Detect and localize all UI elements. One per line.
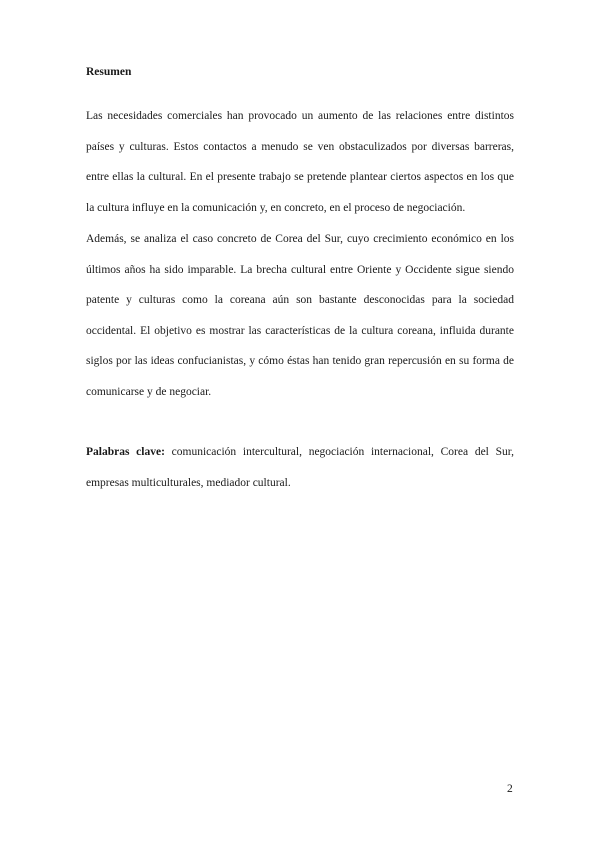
abstract-paragraph-2: Además, se analiza el caso concreto de Corea del Sur, cuyo crecimiento económico en los últimos años ha sido imparable. La brecha cultural entre Oriente y Occidente sigue siendo patente y culturas como la coreana aún son bastante desconocidas para la sociedad occidental. El objetivo es mostrar las características de la cultura coreana, influida durante siglos por las ideas confucianistas, y cómo éstas han tenido gran repercusión en su forma de comunicarse y de negociar. [86,233,514,398]
section-heading: Resumen [86,66,132,78]
keywords-text: comunicación intercultural, negociación internacional, Corea del Sur, empresas multiculturales, mediador cultural. [86,446,514,489]
abstract-paragraph-1: Las necesidades comerciales han provocado un aumento de las relaciones entre distintos países y culturas. Estos contactos a menudo se ven obstaculizados por diversas barreras, entre ellas la cultural. En el presente trabajo se pretende plantear ciertos aspectos en los que la cultura influye en la comunicación y, en concreto, en el proceso de negociación. [86,110,514,214]
keywords-label: Palabras clave: [86,446,165,458]
keywords-paragraph [86,437,514,498]
page-number: 2 [507,783,513,795]
